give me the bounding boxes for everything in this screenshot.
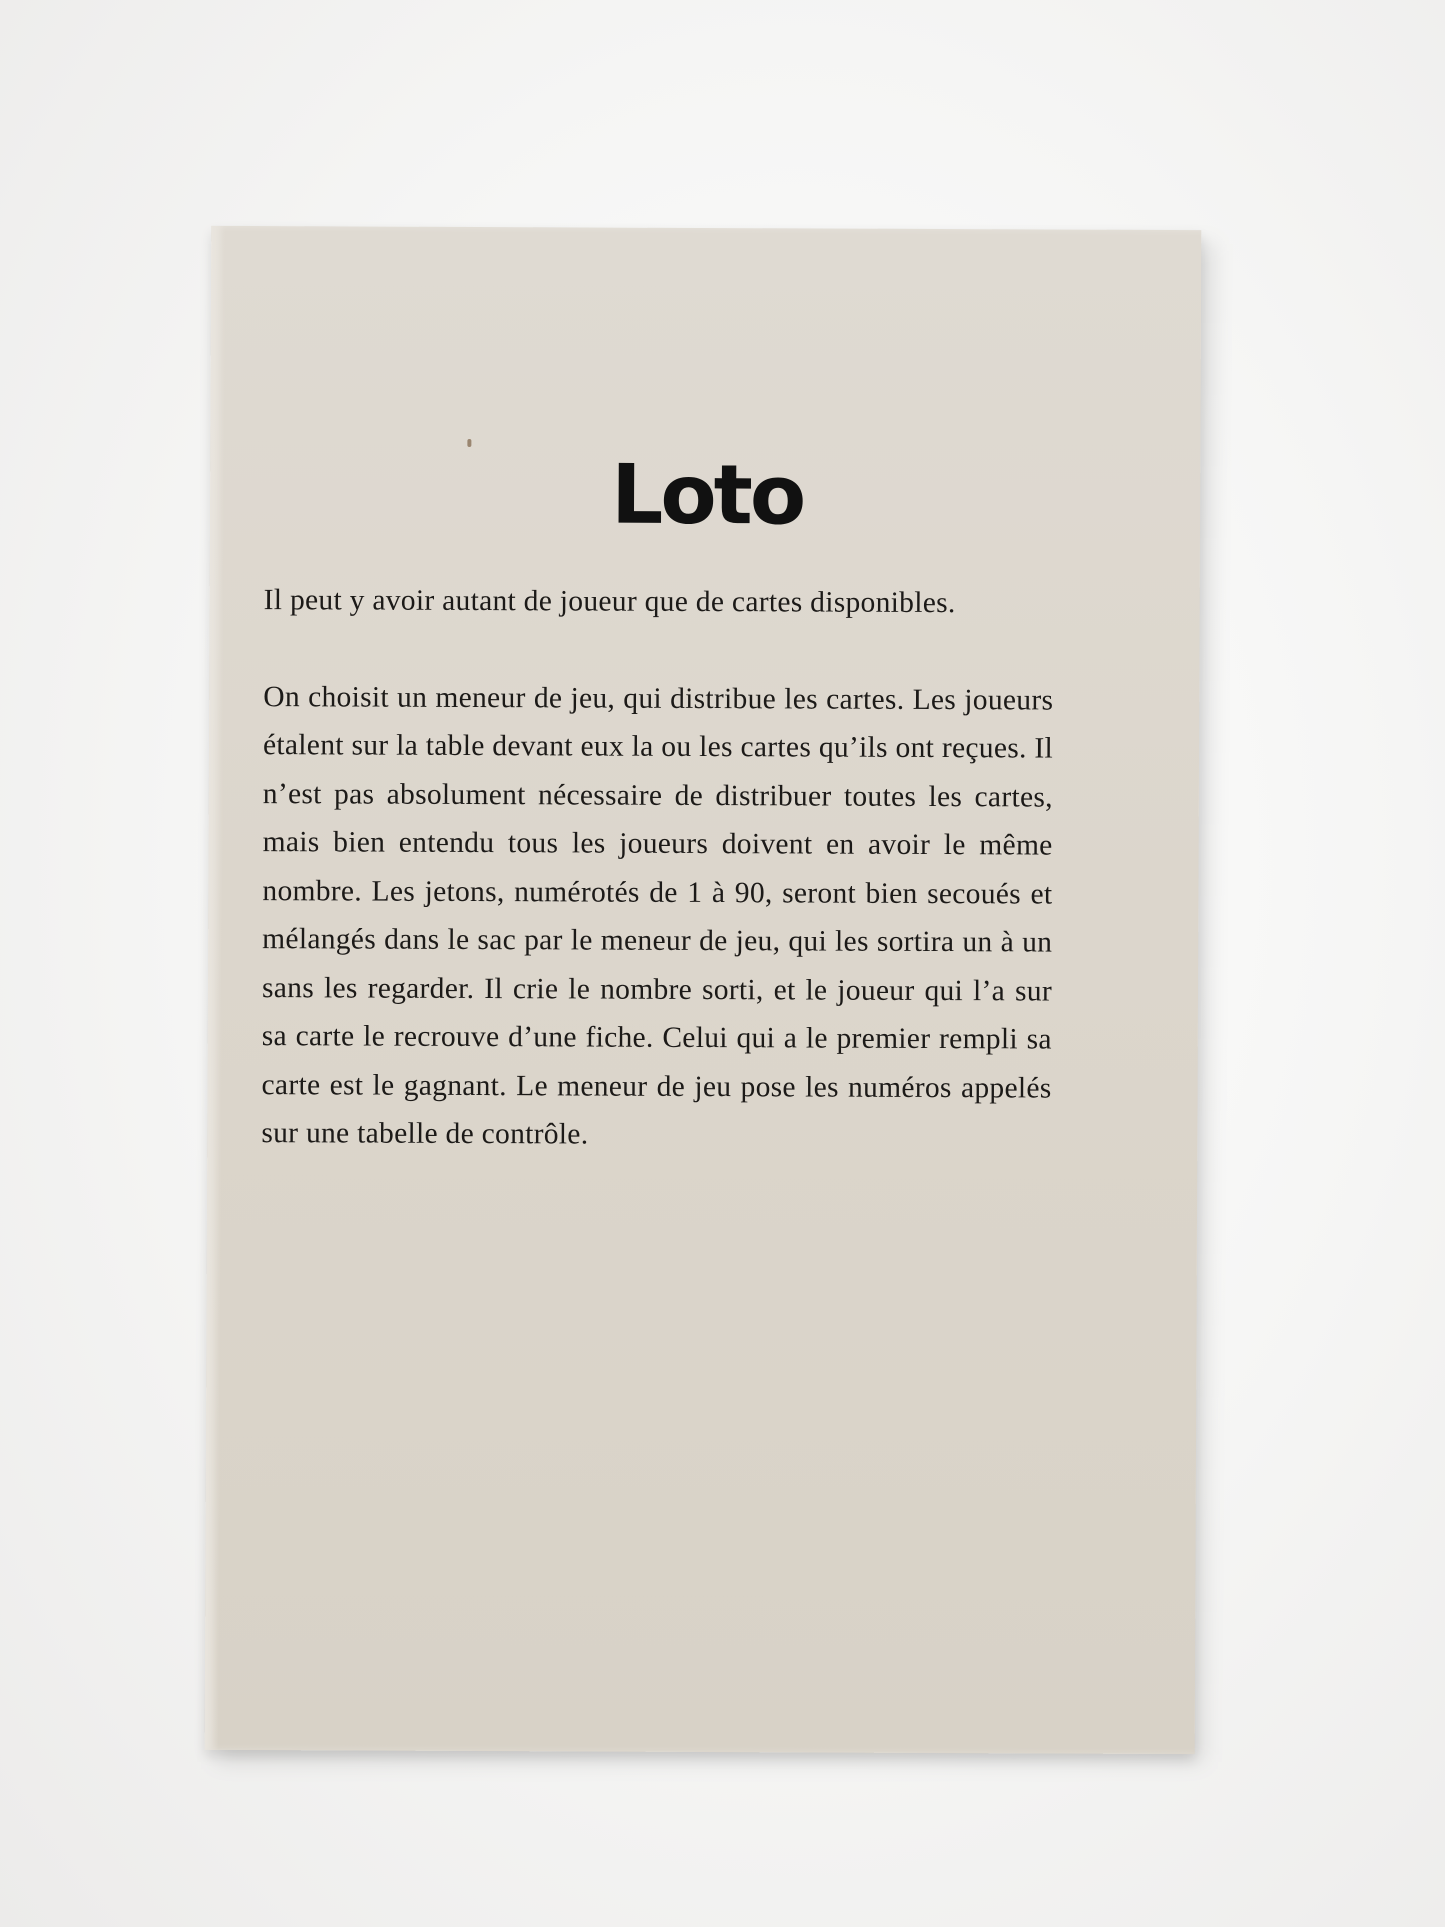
paragraph-rules: On choisit un meneur de jeu, qui distribue les cartes. Les joueurs étalent sur la table devant eux la ou les cartes qu’ils ont reçues. Il n’est pas absolument nécessaire de distribuer toutes les cartes, mais bien entendu tous les joueurs doivent en avoir le même nombre. Les jetons, numérotés de 1 à 90, seront bien secoués et mélangés dans le sac par le meneur de jeu, qui les sortira un à un sans les regarder. Il crie le nombre sorti, et le joueur qui l’a sur sa carte le recrouve d’une fiche. Celui qui a le premier rempli sa carte est le gagnant. Le meneur de jeu pose les numéros appelés sur une tabelle de contrôle. [261, 680, 1054, 1151]
paper-speck [467, 439, 471, 447]
rules-text [261, 576, 1054, 1161]
paragraph-players: Il peut y avoir autant de joueur que de cartes disponibles. [263, 584, 956, 620]
document-title: Loto [610, 447, 804, 544]
instruction-sheet [205, 226, 1202, 1754]
